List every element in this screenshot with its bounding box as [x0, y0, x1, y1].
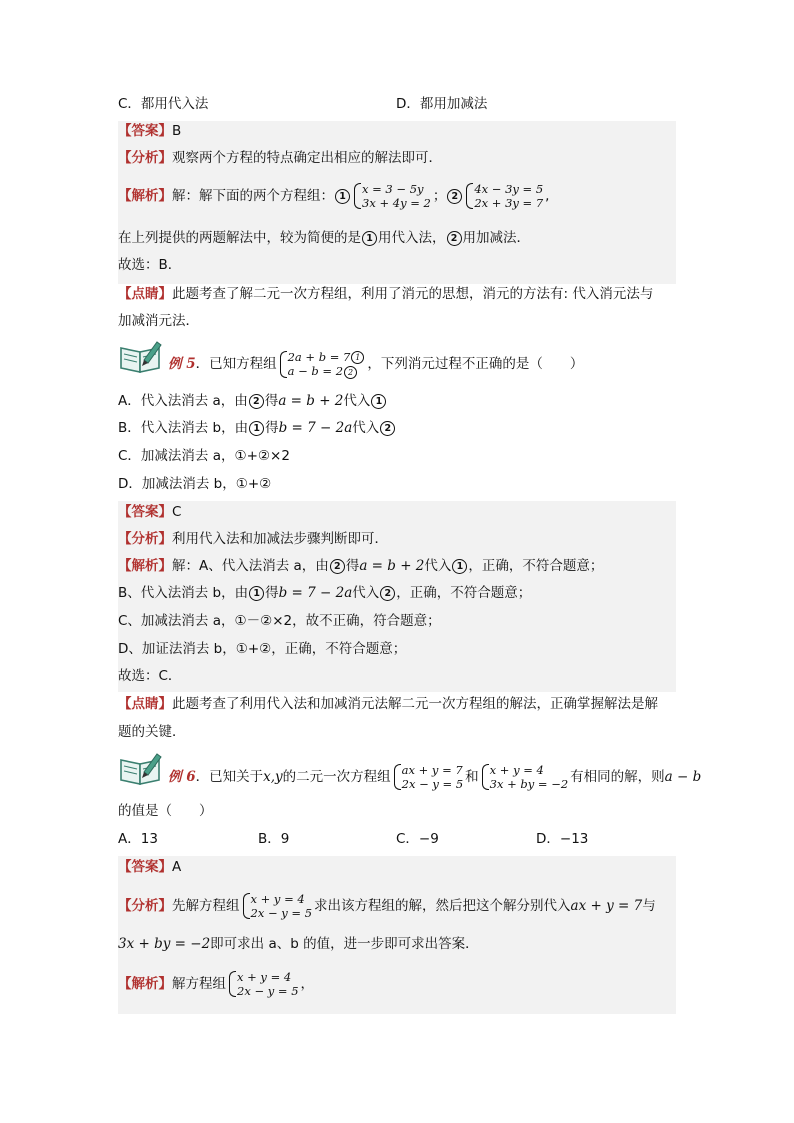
solution-line-d: D、加证法消去 b，①+②，正确，不符合题意； — [118, 641, 407, 657]
equation-system-2: x + y = 4 3x + by = −2 — [481, 763, 569, 791]
option-a[interactable]: A．13 — [118, 831, 158, 847]
analysis-line-2: 3x + by = −2即可求出 a、b 的值，进一步即可求出答案． — [118, 936, 479, 952]
solution-line: 【解析】解：解下面的两个方程组： 1 x = 3 − 5y 3x + 4y = 2 ； 2 4x − 3y = 5 2x + 3y = 7 , — [118, 182, 550, 210]
equation-system-1: x = 3 − 5y 3x + 4y = 2 — [353, 182, 431, 210]
circled-number: 2 — [447, 189, 462, 204]
analysis-line: 【分析】先解方程组 x + y = 4 2x − y = 5 求出该方程组的解，然后把这个解分别代入ax + y = 7与 — [118, 892, 656, 920]
example-6-stem: 例 6．已知关于x,y的二元一次方程组 ax + y = 7 2x − y = 5 和 x + y = 4 3x + by = −2 有相同的解，则a − b — [118, 750, 701, 804]
answer-line: 【答案】C — [118, 504, 182, 520]
equation-system-2: 4x − 3y = 5 2x + 3y = 7 — [465, 182, 543, 210]
equation-system: x + y = 4 2x − y = 5 — [242, 892, 313, 920]
answer-value: B — [172, 123, 182, 139]
circled-number: 1 — [335, 189, 350, 204]
answer-line: 【答案】A — [118, 859, 182, 875]
point-line-2: 题的关键． — [118, 724, 186, 740]
example-5-stem: 例 5．已知方程组 2a + b = 7 1 a − b = 2 2 ，下列消元过程不正确的是（ ） — [118, 338, 583, 390]
solution-line-c: C、加减法消去 a，①－②×2，故不正确，符合题意； — [118, 613, 441, 629]
option-d[interactable]: D．−13 — [536, 831, 589, 847]
solution-text: 解：解下面的两个方程组： — [172, 188, 334, 204]
option-b[interactable]: B．代入法消去 b，由 1 得b = 7 − 2a代入 2 — [118, 418, 396, 438]
analysis-line: 【分析】利用代入法和加减法步骤判断即可． — [118, 531, 388, 547]
analysis-line — [118, 148, 442, 168]
option-d-prev: D．都用加减法 — [396, 96, 488, 112]
equation-system-1: ax + y = 7 2x − y = 5 — [393, 763, 464, 791]
example-label: 例 5 — [168, 356, 196, 372]
option-c[interactable]: C．加减法消去 a，①+②×2 — [118, 448, 290, 464]
option-c[interactable]: C．−9 — [396, 831, 439, 847]
option-c-prev: C．都用代入法 — [118, 96, 209, 112]
solution-tag: 【解析】 — [118, 188, 172, 204]
choose-line: 故选：C． — [118, 668, 182, 684]
point-line-1: 【点睛】此题考查了解二元一次方程组，利用了消元的思想，消元的方法有: 代入消元法与 — [118, 286, 654, 302]
answer-line — [118, 121, 181, 141]
book-pencil-icon — [118, 338, 164, 390]
example-label: 例 6 — [168, 769, 196, 785]
analysis-text: 观察两个方程的特点确定出相应的解法即可． — [172, 150, 442, 166]
point-line-2: 加减消元法． — [118, 313, 199, 329]
option-d[interactable]: D．加减法消去 b，①+② — [118, 476, 272, 492]
solution-line: 【解析】解方程组 x + y = 4 2x − y = 5 ， — [118, 970, 315, 998]
solution-line-a: 【解析】解：A、代入法消去 a，由 2 得a = b + 2代入 1 ，正确，不符合题意； — [118, 558, 604, 574]
option-b[interactable]: B．9 — [258, 831, 290, 847]
option-a[interactable]: A．代入法消去 a，由 2 得a = b + 2代入 1 — [118, 391, 387, 411]
analysis-tag: 【分析】 — [118, 150, 172, 166]
choose-line: 故选：B． — [118, 257, 182, 273]
comparison-line: 在上列提供的两题解法中，较为简便的是 1 用代入法， 2 用加减法． — [118, 230, 530, 246]
point-line-1: 【点睛】此题考查了利用代入法和加减消元法解二元一次方程组的解法，正确掌握解法是解 — [118, 696, 658, 712]
book-pencil-icon — [118, 750, 164, 804]
equation-system: 2a + b = 7 1 a − b = 2 2 — [279, 350, 366, 379]
solution-line-b: B、代入法消去 b，由 1 得b = 7 − 2a代入 2 ，正确，不符合题意； — [118, 585, 532, 601]
example-6-stem-2: 的值是（ ） — [118, 803, 213, 819]
point-tag: 【点睛】 — [118, 286, 172, 302]
equation-system: x + y = 4 2x − y = 5 — [228, 970, 299, 998]
answer-tag: 【答案】 — [118, 123, 172, 139]
